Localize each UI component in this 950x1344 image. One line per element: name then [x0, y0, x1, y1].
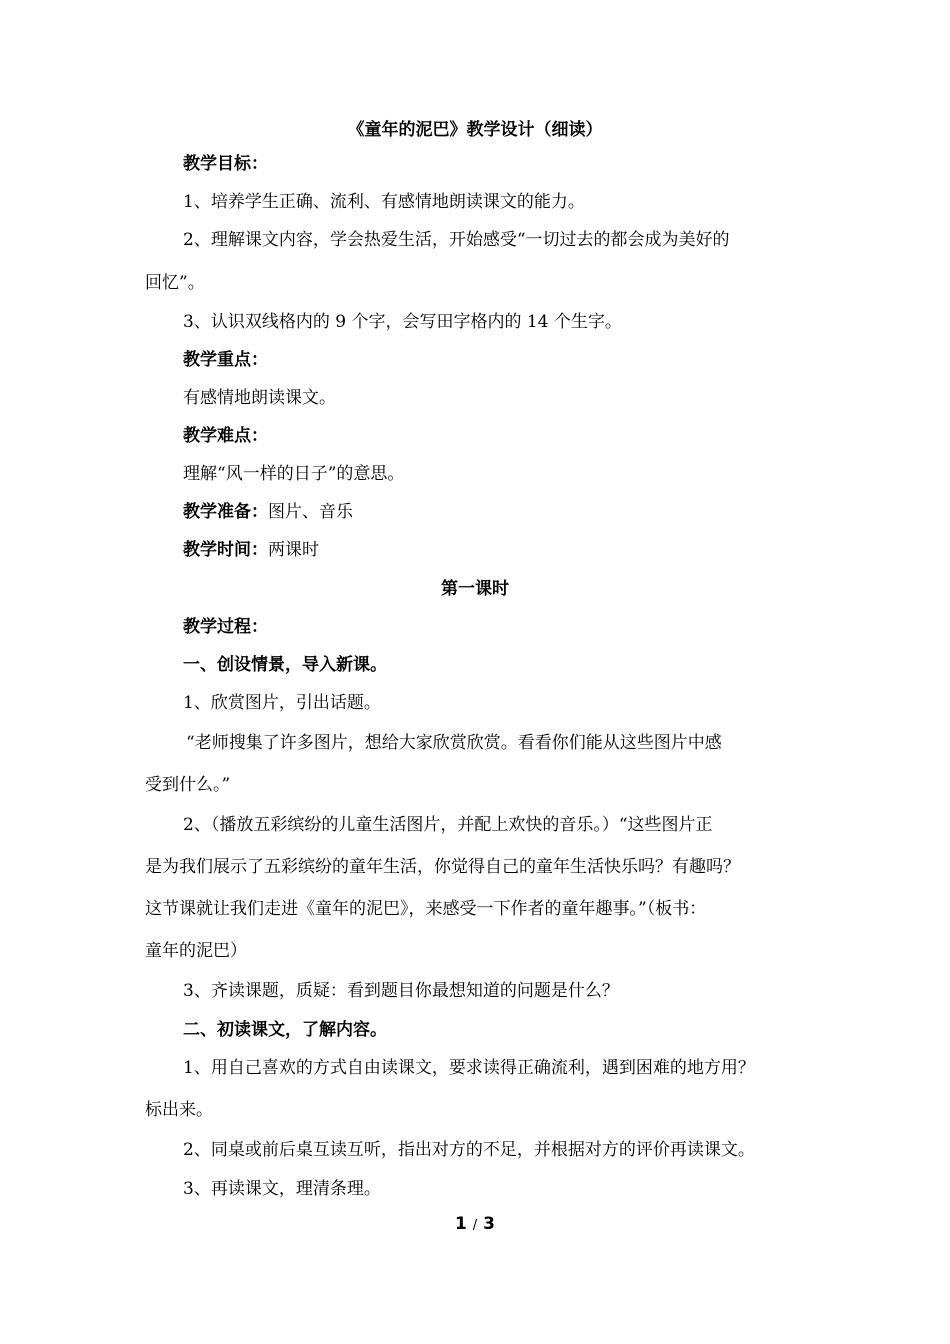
section-1-quote-line-1: “老师搜集了许多图片，想给大家欣赏欣赏。看看你们能从这些图片中感	[186, 733, 722, 753]
section-1-heading: 一、创设情景，导入新课。	[183, 655, 387, 675]
objective-2-line-1: 2、理解课文内容，学会热爱生活，开始感受“一切过去的都会成为美好的	[183, 230, 730, 250]
preparation-line	[183, 500, 353, 524]
difficulty-text: 理解“风一样的日子”的意思。	[183, 464, 405, 484]
section-1-item-1: 1、欣赏图片，引出话题。	[183, 693, 381, 713]
section-2-item-3: 3、再读课文，理清条理。	[183, 1179, 381, 1199]
section-2-item-1-line-2: 标出来。	[145, 1100, 213, 1120]
page-current: 1	[455, 1214, 467, 1234]
objective-2-line-2: 回忆”。	[145, 273, 205, 293]
section-2-heading: 二、初读课文，了解内容。	[183, 1020, 387, 1040]
key-point-text: 有感情地朗读课文。	[183, 388, 336, 408]
key-point-heading: 教学重点：	[183, 350, 268, 370]
section-2-item-1-line-1: 1、用自己喜欢的方式自由读课文，要求读得正确流利，遇到困难的地方用？	[183, 1058, 755, 1078]
lesson-title: 第一课时	[441, 579, 509, 599]
preparation-text: 图片、音乐	[268, 502, 353, 522]
objective-3: 3、认识双线格内的 9 个字，会写田字格内的 14 个生字。	[183, 312, 622, 332]
objectives-heading: 教学目标：	[183, 154, 268, 174]
section-1-item-3: 3、齐读课题，质疑：看到题目你最想知道的问题是什么？	[183, 981, 619, 1001]
document-title: 《童年的泥巴》教学设计（细读）	[347, 120, 603, 140]
time-line	[183, 538, 319, 562]
time-label: 教学时间：	[183, 540, 268, 560]
page-separator: /	[472, 1218, 478, 1233]
section-2-item-2: 2、同桌或前后桌互读互听，指出对方的不足，并根据对方的评价再读课文。	[183, 1140, 755, 1160]
preparation-label: 教学准备：	[183, 502, 268, 522]
section-1-item-2-line-3: 这节课就让我们走进《童年的泥巴》，来感受一下作者的童年趣事。”（板书：	[145, 899, 707, 919]
section-1-quote-line-2: 受到什么。”	[145, 775, 231, 795]
process-heading: 教学过程：	[183, 617, 268, 637]
objective-1: 1、培养学生正确、流利、有感情地朗读课文的能力。	[183, 192, 585, 212]
page-number	[0, 1214, 950, 1234]
section-1-item-2-line-4: 童年的泥巴）	[145, 941, 247, 961]
time-text: 两课时	[268, 540, 319, 560]
section-1-item-2-line-2: 是为我们展示了五彩缤纷的童年生活，你觉得自己的童年生活快乐吗？有趣吗？	[145, 857, 740, 877]
section-1-item-2-line-1: 2、（播放五彩缤纷的儿童生活图片，并配上欢快的音乐。）“这些图片正	[183, 815, 713, 835]
page-total: 3	[483, 1214, 495, 1234]
difficulty-heading: 教学难点：	[183, 426, 268, 446]
